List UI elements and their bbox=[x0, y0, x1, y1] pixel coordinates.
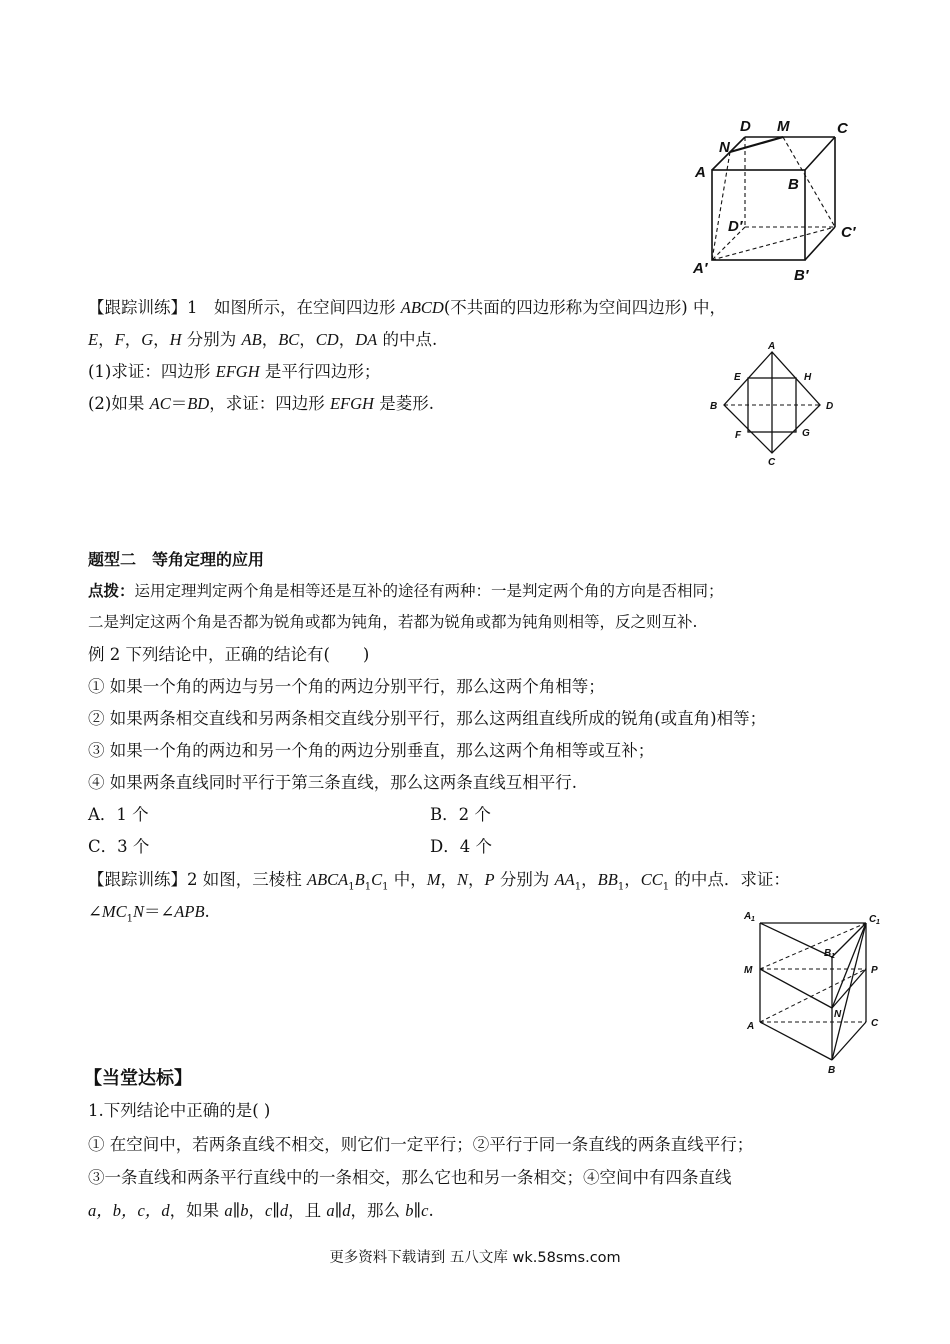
section2-tip-line2: 二是判定这两个角是否都为锐角或都为钝角，若都为锐角或都为钝角则相等，反之则互补. bbox=[88, 613, 698, 631]
cube-label-B-prime: B′ bbox=[794, 267, 809, 284]
prism-label-C1: C bbox=[869, 914, 877, 925]
quad-label-B: B bbox=[710, 401, 718, 412]
example2-item-2: ② 如果两条相交直线和另两条相交直线分别平行，那么这两组直线所成的锐角(或直角)相等； bbox=[88, 709, 767, 728]
cube-figure bbox=[690, 115, 870, 287]
quad-label-A: A bbox=[768, 341, 776, 352]
quadrilateral-figure bbox=[705, 338, 845, 470]
cube-label-A: A bbox=[695, 164, 706, 181]
example2-option-b: B．2 个 bbox=[430, 805, 491, 824]
prism-label-A1: A bbox=[744, 911, 752, 922]
training2-line2: $\angle MC_1N=\angle APB$. bbox=[88, 902, 210, 925]
example2-stem: 例 2 下列结论中，正确的结论有( ) bbox=[88, 645, 370, 664]
prism-label-C1-sub: 1 bbox=[876, 919, 880, 926]
example2-item-3: ③ 如果一个角的两边和另一个角的两边分别垂直，那么这两个角相等或互补； bbox=[88, 741, 655, 760]
cube-label-B: B bbox=[788, 176, 799, 193]
example2-option-c: C．3 个 bbox=[88, 837, 150, 856]
classwork-title: 【当堂达标】 bbox=[84, 1068, 192, 1089]
prism-label-M: M bbox=[744, 965, 753, 976]
example2-option-a: A．1 个 bbox=[88, 805, 149, 824]
prism-label-P: P bbox=[871, 965, 878, 976]
cube-label-C-prime: C′ bbox=[841, 224, 856, 241]
prism-label-A: A bbox=[747, 1021, 755, 1032]
example2-item-1: ① 如果一个角的两边与另一个角的两边分别平行，那么这两个角相等； bbox=[88, 677, 605, 696]
footer-download-link[interactable]: 更多资料下载请到 五八文库 wk.58sms.com bbox=[329, 1250, 621, 1266]
cube-label-M: M bbox=[777, 118, 790, 135]
classwork-line3: a，b，c，d，如果 a∥b，c∥d，且 a∥d，那么 b∥c. bbox=[88, 1201, 434, 1220]
cube-label-D-prime: D′ bbox=[728, 218, 743, 235]
cube-label-N: N bbox=[719, 139, 730, 156]
quad-label-E: E bbox=[734, 372, 741, 383]
section2-title: 题型二 等角定理的应用 bbox=[88, 550, 265, 569]
prism-label-N: N bbox=[834, 1009, 842, 1020]
section2-tip-line1: 点拨：运用定理判定两个角是相等还是互补的途径有两种：一是判定两个角的方向是否相同； bbox=[88, 581, 724, 600]
training2-line1: 【跟踪训练】2 如图，三棱柱 $ABCA_1B_1C_1$ 中，M，N，P 分别为 $AA_1$，$BB_1$，$CC_1$ 的中点．求证： bbox=[88, 870, 790, 893]
prism-label-C: C bbox=[871, 1018, 879, 1029]
cube-label-D: D bbox=[740, 118, 751, 135]
training1-q1: (1)求证：四边形 EFGH 是平行四边形； bbox=[88, 362, 381, 381]
cube-label-A-prime: A′ bbox=[693, 260, 708, 277]
cube-label-C: C bbox=[837, 120, 848, 137]
prism-figure bbox=[738, 905, 888, 1080]
prism-label-A1-sub: 1 bbox=[751, 916, 755, 923]
training1-line1: 【跟踪训练】1 如图所示，在空间四边形 ABCD(不共面的四边形称为空间四边形) 中， bbox=[88, 298, 726, 317]
example2-option-d: D．4 个 bbox=[430, 837, 492, 856]
quad-label-D: D bbox=[826, 401, 834, 412]
quad-label-G: G bbox=[802, 428, 810, 439]
classwork-line2: ③一条直线和两条平行直线中的一条相交，那么它也和另一条相交；④空间中有四条直线 bbox=[88, 1168, 732, 1187]
training1-line2: E，F，G，H 分别为 AB，BC，CD，DA 的中点. bbox=[88, 330, 438, 349]
training1-q2: (2)如果 AC＝BD，求证：四边形 EFGH 是菱形. bbox=[88, 394, 434, 413]
quad-label-H: H bbox=[804, 372, 812, 383]
classwork-line1: ① 在空间中，若两条直线不相交，则它们一定平行；②平行于同一条直线的两条直线平行； bbox=[88, 1135, 754, 1154]
classwork-q1: 1.下列结论中正确的是( ) bbox=[88, 1101, 271, 1120]
example2-item-4: ④ 如果两条直线同时平行于第三条直线，那么这两条直线互相平行. bbox=[88, 773, 577, 792]
prism-label-B: B bbox=[828, 1065, 836, 1076]
prism-label-B1-sub: 1 bbox=[831, 953, 835, 960]
prism-label-B1: B bbox=[824, 948, 832, 959]
quad-label-F: F bbox=[735, 430, 742, 441]
quad-label-C: C bbox=[768, 457, 776, 468]
